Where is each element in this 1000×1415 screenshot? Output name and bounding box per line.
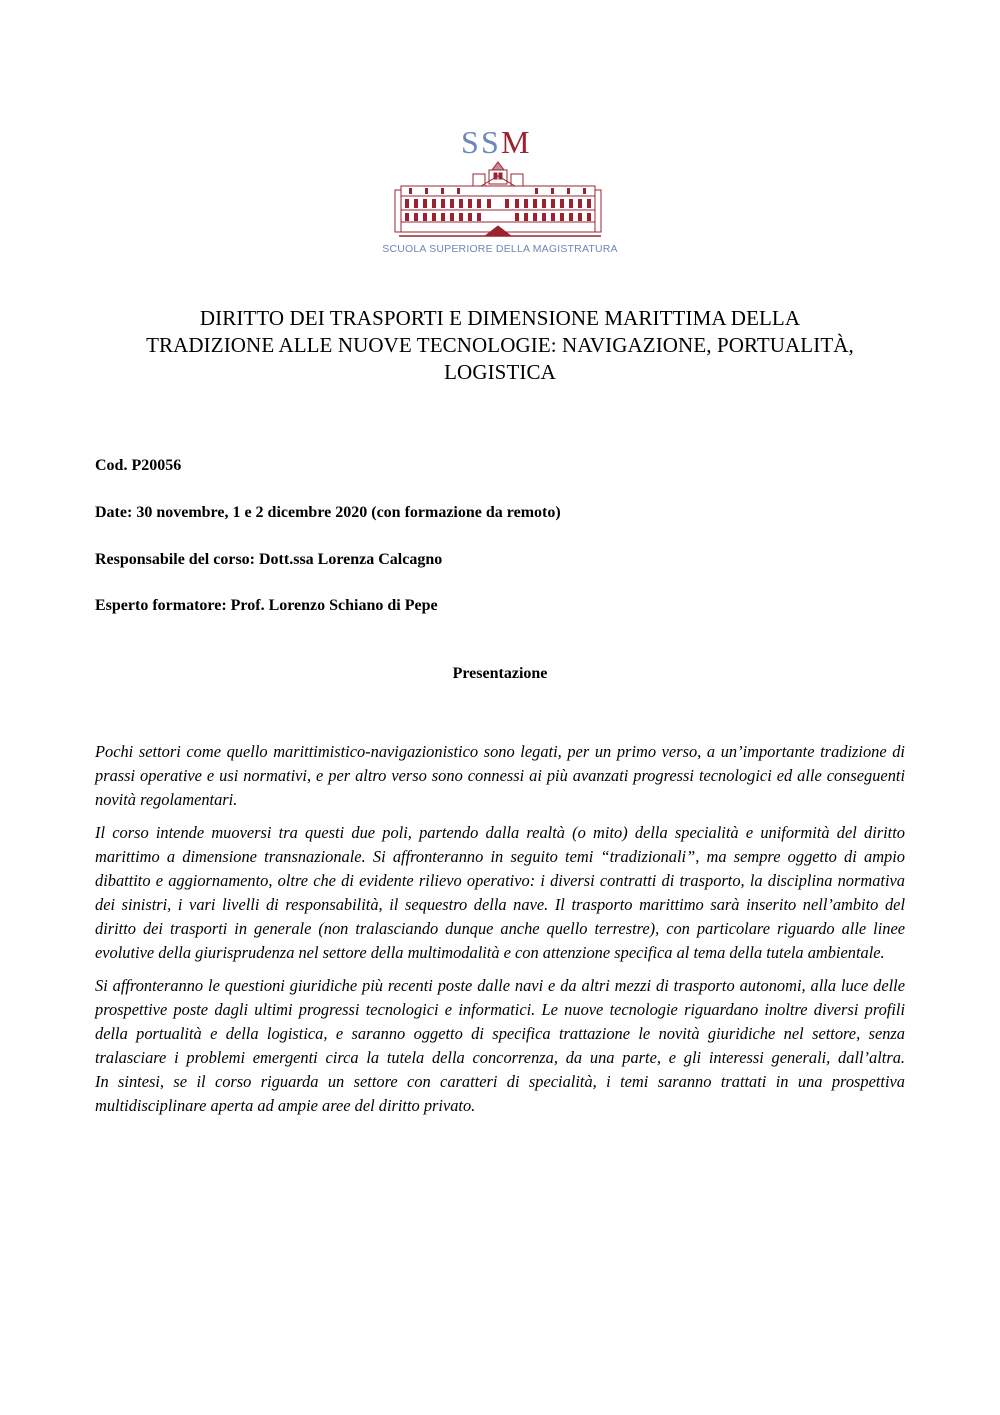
course-responsible: Responsabile del corso: Dott.ssa Lorenza Calcagno xyxy=(95,551,443,568)
title-line-3: LOGISTICA xyxy=(444,360,556,384)
course-dates: Date: 30 novembre, 1 e 2 dicembre 2020 (con formazione da remoto) xyxy=(95,504,561,521)
section-title: Presentazione xyxy=(452,665,548,682)
course-expert: Esperto formatore: Prof. Lorenzo Schiano di Pepe xyxy=(95,597,438,614)
course-title xyxy=(60,305,940,386)
paragraph: Si affronteranno le questioni giuridiche più recenti poste dalle navi e da altri mezzi di trasporto autonomi, alla luce delle prospettive poste dagli ultimi progressi tecnologici e informatici. Le nuove tecnologie riguardano inoltre diversi profili della portualità e della logistica, e saranno oggetto di specifica trattazione le novità giuridiche nel settore, senza tralasciare i problemi emergenti circa la tutela della concorrenza, da una parte, e gli interessi generali, dall’altra. xyxy=(95,976,905,1067)
paragraph: In sintesi, se il corso riguarda un settore con caratteri di specialità, i temi saranno trattati in una prospettiva multidisciplinare aperta ad ampie aree del diritto privato. xyxy=(95,1072,905,1115)
ssm-logo xyxy=(382,118,618,258)
title-line-2: TRADIZIONE ALLE NUOVE TECNOLOGIE: NAVIGAZIONE, PORTUALITÀ, xyxy=(146,333,854,357)
paragraph: Pochi settori come quello marittimistico-navigazionistico sono legati, per un primo verso, a un’importante tradizione di prassi operative e usi normativi, e per altro verso sono connessi ai più avanzati progressi tecnologici ed alle conseguenti novità regolamentari. xyxy=(95,742,905,809)
svg-text:S: S xyxy=(461,124,479,160)
paragraph: Il corso intende muoversi tra questi due poli, partendo dalla realtà (o mito) della specialità e uniformità del diritto marittimo a dimensione transnazionale. Si affronteranno in seguito temi “tradizionali”, ma sempre oggetto di ampio dibattito e aggiornamento, oltre che di evidente rilievo operativo: i diversi contratti di trasporto, la disciplina normativa dei sinistri, i vari livelli di responsabilità, il sequestro della nave. Il trasporto marittimo sarà inserito nell’ambito del diritto dei trasporti in generale (non tralasciando dunque anche quello terrestre), con particolare riguardo alle linee evolutive della giurisprudenza nel settore della multimodalità e con attenzione specifica al tema della tutela ambientale. xyxy=(95,823,905,962)
course-code: Cod. P20056 xyxy=(95,457,182,474)
svg-text:S: S xyxy=(481,124,499,160)
title-line-1: DIRITTO DEI TRASPORTI E DIMENSIONE MARITTIMA DELLA xyxy=(199,306,801,330)
svg-text:M: M xyxy=(501,124,530,160)
presentation-text xyxy=(95,740,905,1127)
svg-text:SCUOLA SUPERIORE DELLA MAGISTR: SCUOLA SUPERIORE DELLA MAGISTRATURA xyxy=(382,243,618,255)
